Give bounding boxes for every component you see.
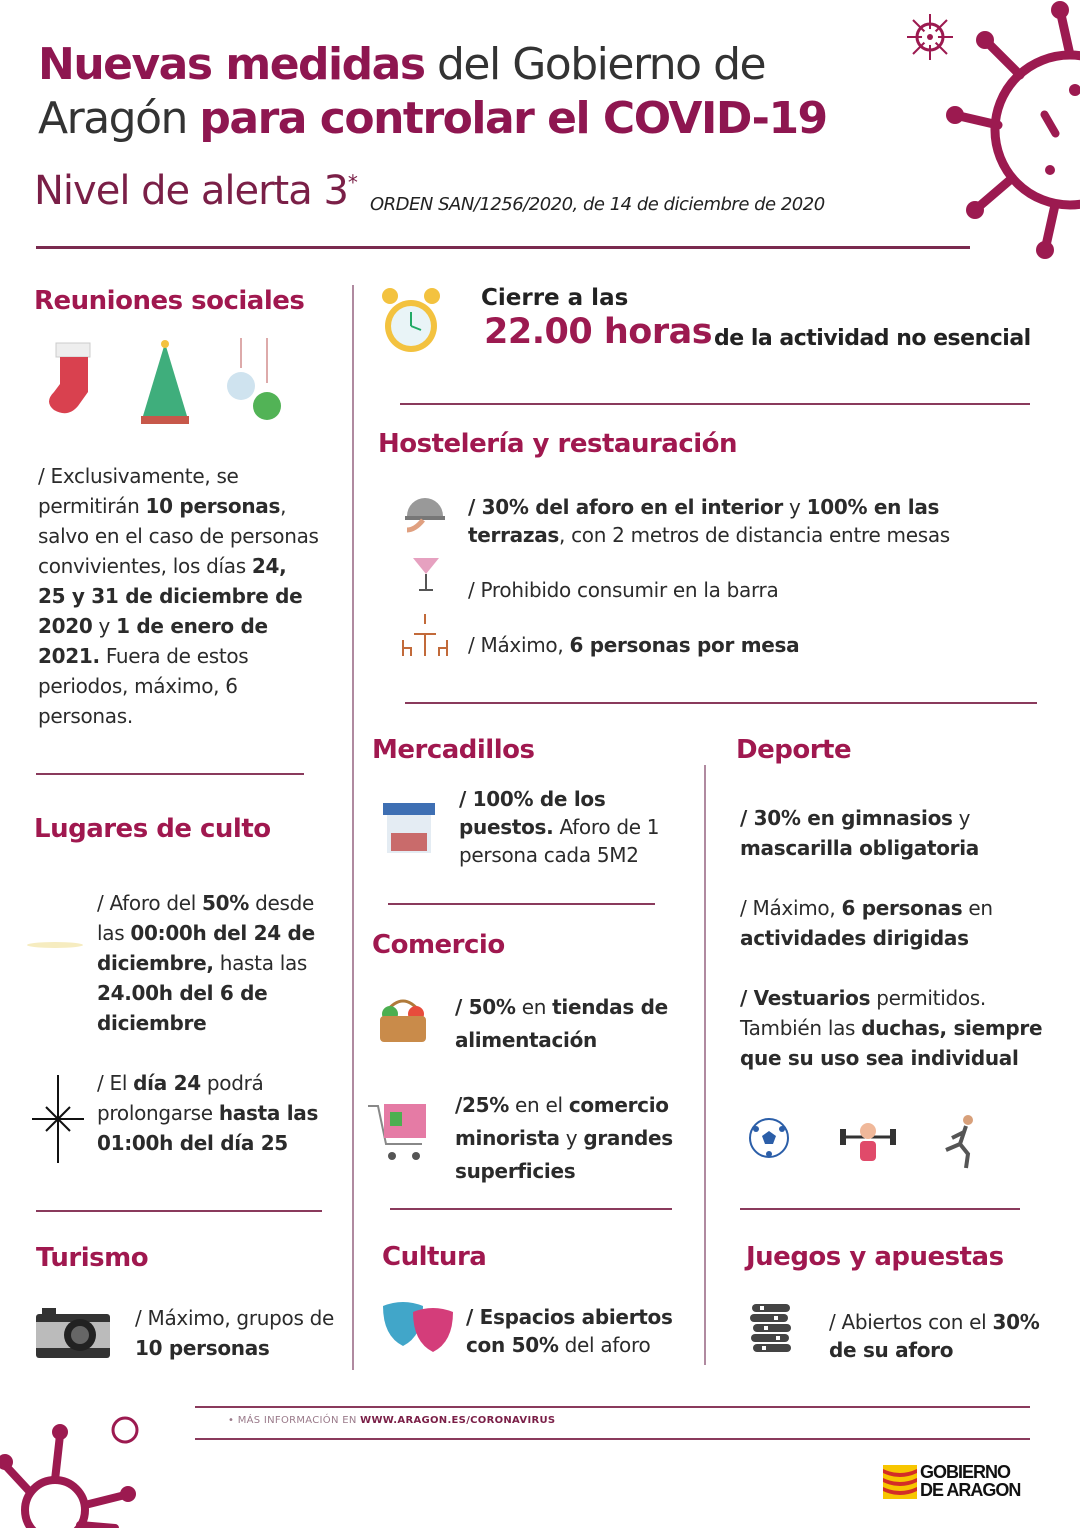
section-title-turismo: Turismo — [36, 1243, 149, 1273]
text-segment: / El — [97, 1071, 134, 1095]
text-segment: del aforo — [558, 1333, 651, 1357]
emphasis-text: 100% en las terrazas — [468, 495, 940, 547]
comercio-item-1 — [455, 991, 695, 1057]
table-chairs-icon — [400, 612, 450, 658]
alert-level-text: Nivel de alerta 3 — [34, 168, 348, 214]
emphasis-text: mascarilla obligatoria — [740, 836, 979, 860]
text-segment: / Abiertos con el — [829, 1310, 993, 1334]
text-segment: / Aforo del — [97, 891, 203, 915]
aragon-flag-icon — [883, 1465, 917, 1499]
text-segment: en — [515, 995, 553, 1019]
section-title-deporte: Deporte — [736, 735, 852, 765]
divider — [405, 702, 1037, 704]
emphasis-text: / 30% del aforo en el interior — [468, 495, 783, 519]
text-segment: y — [92, 614, 117, 638]
logo-line-2: DE ARAGON — [920, 1480, 1021, 1500]
deporte-item-2 — [740, 893, 1060, 953]
alarm-clock-icon — [380, 284, 442, 358]
text-segment: Fuera de estos periodos, máximo, 6 personas. — [38, 644, 249, 728]
shopping-cart-icon — [366, 1100, 432, 1166]
header-divider — [36, 246, 970, 249]
reuniones-text — [38, 461, 320, 731]
footer-divider-bottom — [195, 1438, 1030, 1440]
emphasis-text: grandes superficies — [455, 1126, 673, 1183]
text-segment: en el — [508, 1093, 569, 1117]
text-segment: , salvo en el caso de personas convivientes, los días — [38, 494, 319, 578]
candle-light-icon — [25, 925, 85, 965]
cultura-text — [466, 1303, 696, 1359]
closing-time: 22.00 horas — [484, 312, 713, 352]
camera-icon — [36, 1308, 110, 1358]
juegos-text — [829, 1308, 1049, 1364]
emphasis-text: 6 personas por mesa — [569, 633, 800, 657]
text-segment: Aragón — [38, 93, 200, 144]
text-segment: / Prohibido consumir en la barra — [468, 578, 779, 602]
text-segment: / Máximo, grupos de — [135, 1306, 335, 1330]
hosteleria-item-2 — [468, 575, 1038, 605]
emphasis-text: / Vestuarios — [740, 986, 871, 1010]
text-segment: y — [952, 806, 971, 830]
mercadillos-text — [459, 785, 689, 869]
star-icon — [30, 1075, 86, 1163]
more-info-prefix: MÁS INFORMACIÓN EN — [237, 1415, 361, 1426]
emphasis-text: / 50% — [455, 995, 516, 1019]
title-line-1 — [38, 38, 765, 92]
emphasis-text: Nuevas medidas — [38, 39, 425, 90]
christmas-tree-icon — [135, 338, 195, 428]
emphasis-text: hasta las 01:00h del día 25 — [97, 1101, 319, 1155]
text-segment: y — [783, 495, 807, 519]
emphasis-text: 10 personas — [135, 1336, 270, 1360]
emphasis-text: día 24 — [133, 1071, 201, 1095]
divider — [740, 1208, 1020, 1210]
column-divider-right — [704, 765, 706, 1365]
turismo-text — [135, 1303, 335, 1363]
theater-masks-icon — [381, 1300, 457, 1356]
text-segment: y — [559, 1126, 584, 1150]
text-segment: en — [962, 896, 993, 920]
emphasis-text: 00:00h del 24 de diciembre, — [97, 921, 315, 975]
cocktail-icon — [411, 550, 441, 594]
emphasis-text: 6 personas — [841, 896, 963, 920]
closing-label: Cierre a las — [481, 285, 629, 311]
deporte-item-3 — [740, 983, 1060, 1073]
emphasis-text: 1 de enero de 2021. — [38, 614, 268, 668]
text-segment: Aforo de 1 persona cada 5M2 — [459, 815, 660, 867]
text-segment: , con 2 metros de distancia entre mesas — [559, 523, 950, 547]
divider — [390, 1208, 672, 1210]
comercio-item-2 — [455, 1089, 695, 1188]
order-reference: ORDEN SAN/1256/2020, de 14 de diciembre de 2020 — [370, 194, 825, 215]
text-segment: / Exclusivamente, se permitirán — [38, 464, 239, 518]
section-title-cultura: Cultura — [382, 1242, 487, 1272]
small-virus-icon — [905, 12, 955, 62]
text-segment: permitidos. También las — [740, 986, 986, 1040]
footer-divider-top — [195, 1406, 1030, 1408]
emphasis-text: comercio minorista — [455, 1093, 669, 1150]
emphasis-text: actividades dirigidas — [740, 926, 969, 950]
emphasis-text: / 30% en gimnasios — [740, 806, 953, 830]
section-title-juegos: Juegos y apuestas — [746, 1242, 1004, 1272]
section-title-comercio: Comercio — [372, 930, 505, 960]
cloche-icon — [403, 490, 447, 534]
alert-level — [34, 168, 357, 214]
section-title-hosteleria: Hostelería y restauración — [378, 429, 738, 459]
text-segment: del Gobierno de — [424, 39, 766, 90]
emphasis-text: / Espacios abiertos con 50% — [466, 1305, 673, 1357]
text-segment: podrá prolongarse — [97, 1071, 264, 1125]
divider — [36, 1210, 322, 1212]
hosteleria-item-3 — [468, 630, 1038, 660]
section-title-reuniones: Reuniones sociales — [34, 286, 305, 316]
text-segment: desde las — [97, 891, 315, 945]
emphasis-text: / 100% de los puestos. — [459, 787, 606, 839]
virus-bottom-icon — [0, 1410, 150, 1528]
text-segment: / Máximo, — [740, 896, 842, 920]
title-line-2 — [38, 92, 827, 146]
emphasis-text: 24.00h del 6 de diciembre — [97, 981, 268, 1035]
section-title-culto: Lugares de culto — [34, 814, 271, 844]
divider — [400, 403, 1030, 405]
emphasis-text: /25% — [455, 1093, 509, 1117]
text-segment: / Máximo, — [468, 633, 570, 657]
deporte-item-1 — [740, 803, 1060, 863]
divider — [36, 773, 304, 775]
text-segment: hasta las — [213, 951, 308, 975]
christmas-baubles-icon — [225, 338, 285, 428]
grocery-basket-icon — [376, 992, 430, 1046]
emphasis-text: para controlar el COVID-19 — [199, 93, 827, 144]
runner-icon — [940, 1112, 980, 1170]
emphasis-text: 24, 25 y 31 de diciembre de 2020 — [38, 554, 303, 638]
alert-asterisk: * — [347, 170, 357, 195]
virus-icon — [940, 0, 1080, 265]
culto-item-1 — [97, 888, 347, 1038]
emphasis-text: 10 personas — [145, 494, 281, 518]
market-stall-icon — [383, 803, 435, 855]
christmas-stocking-icon — [42, 338, 102, 428]
section-title-mercadillos: Mercadillos — [372, 735, 535, 765]
culto-item-2 — [97, 1068, 347, 1158]
divider — [388, 903, 655, 905]
column-divider-left — [352, 285, 354, 1370]
emphasis-text: tiendas de alimentación — [455, 995, 668, 1052]
emphasis-text: 50% — [202, 891, 250, 915]
more-info-link[interactable]: WWW.ARAGON.ES/CORONAVIRUS — [360, 1415, 556, 1426]
closing-suffix: de la actividad no esencial — [714, 326, 1031, 351]
hosteleria-item-1 — [468, 493, 1038, 549]
more-info: • MÁS INFORMACIÓN EN WWW.ARAGON.ES/CORONAVIRUS — [228, 1415, 556, 1426]
emphasis-text: 30% de su aforo — [829, 1310, 1040, 1362]
soccer-ball-icon — [748, 1117, 790, 1159]
casino-chips-icon — [750, 1302, 792, 1358]
logo-line-1: GOBIERNO — [920, 1462, 1011, 1482]
weightlifter-icon — [838, 1115, 898, 1167]
emphasis-text: duchas, siempre que su uso sea individual — [740, 1016, 1043, 1070]
